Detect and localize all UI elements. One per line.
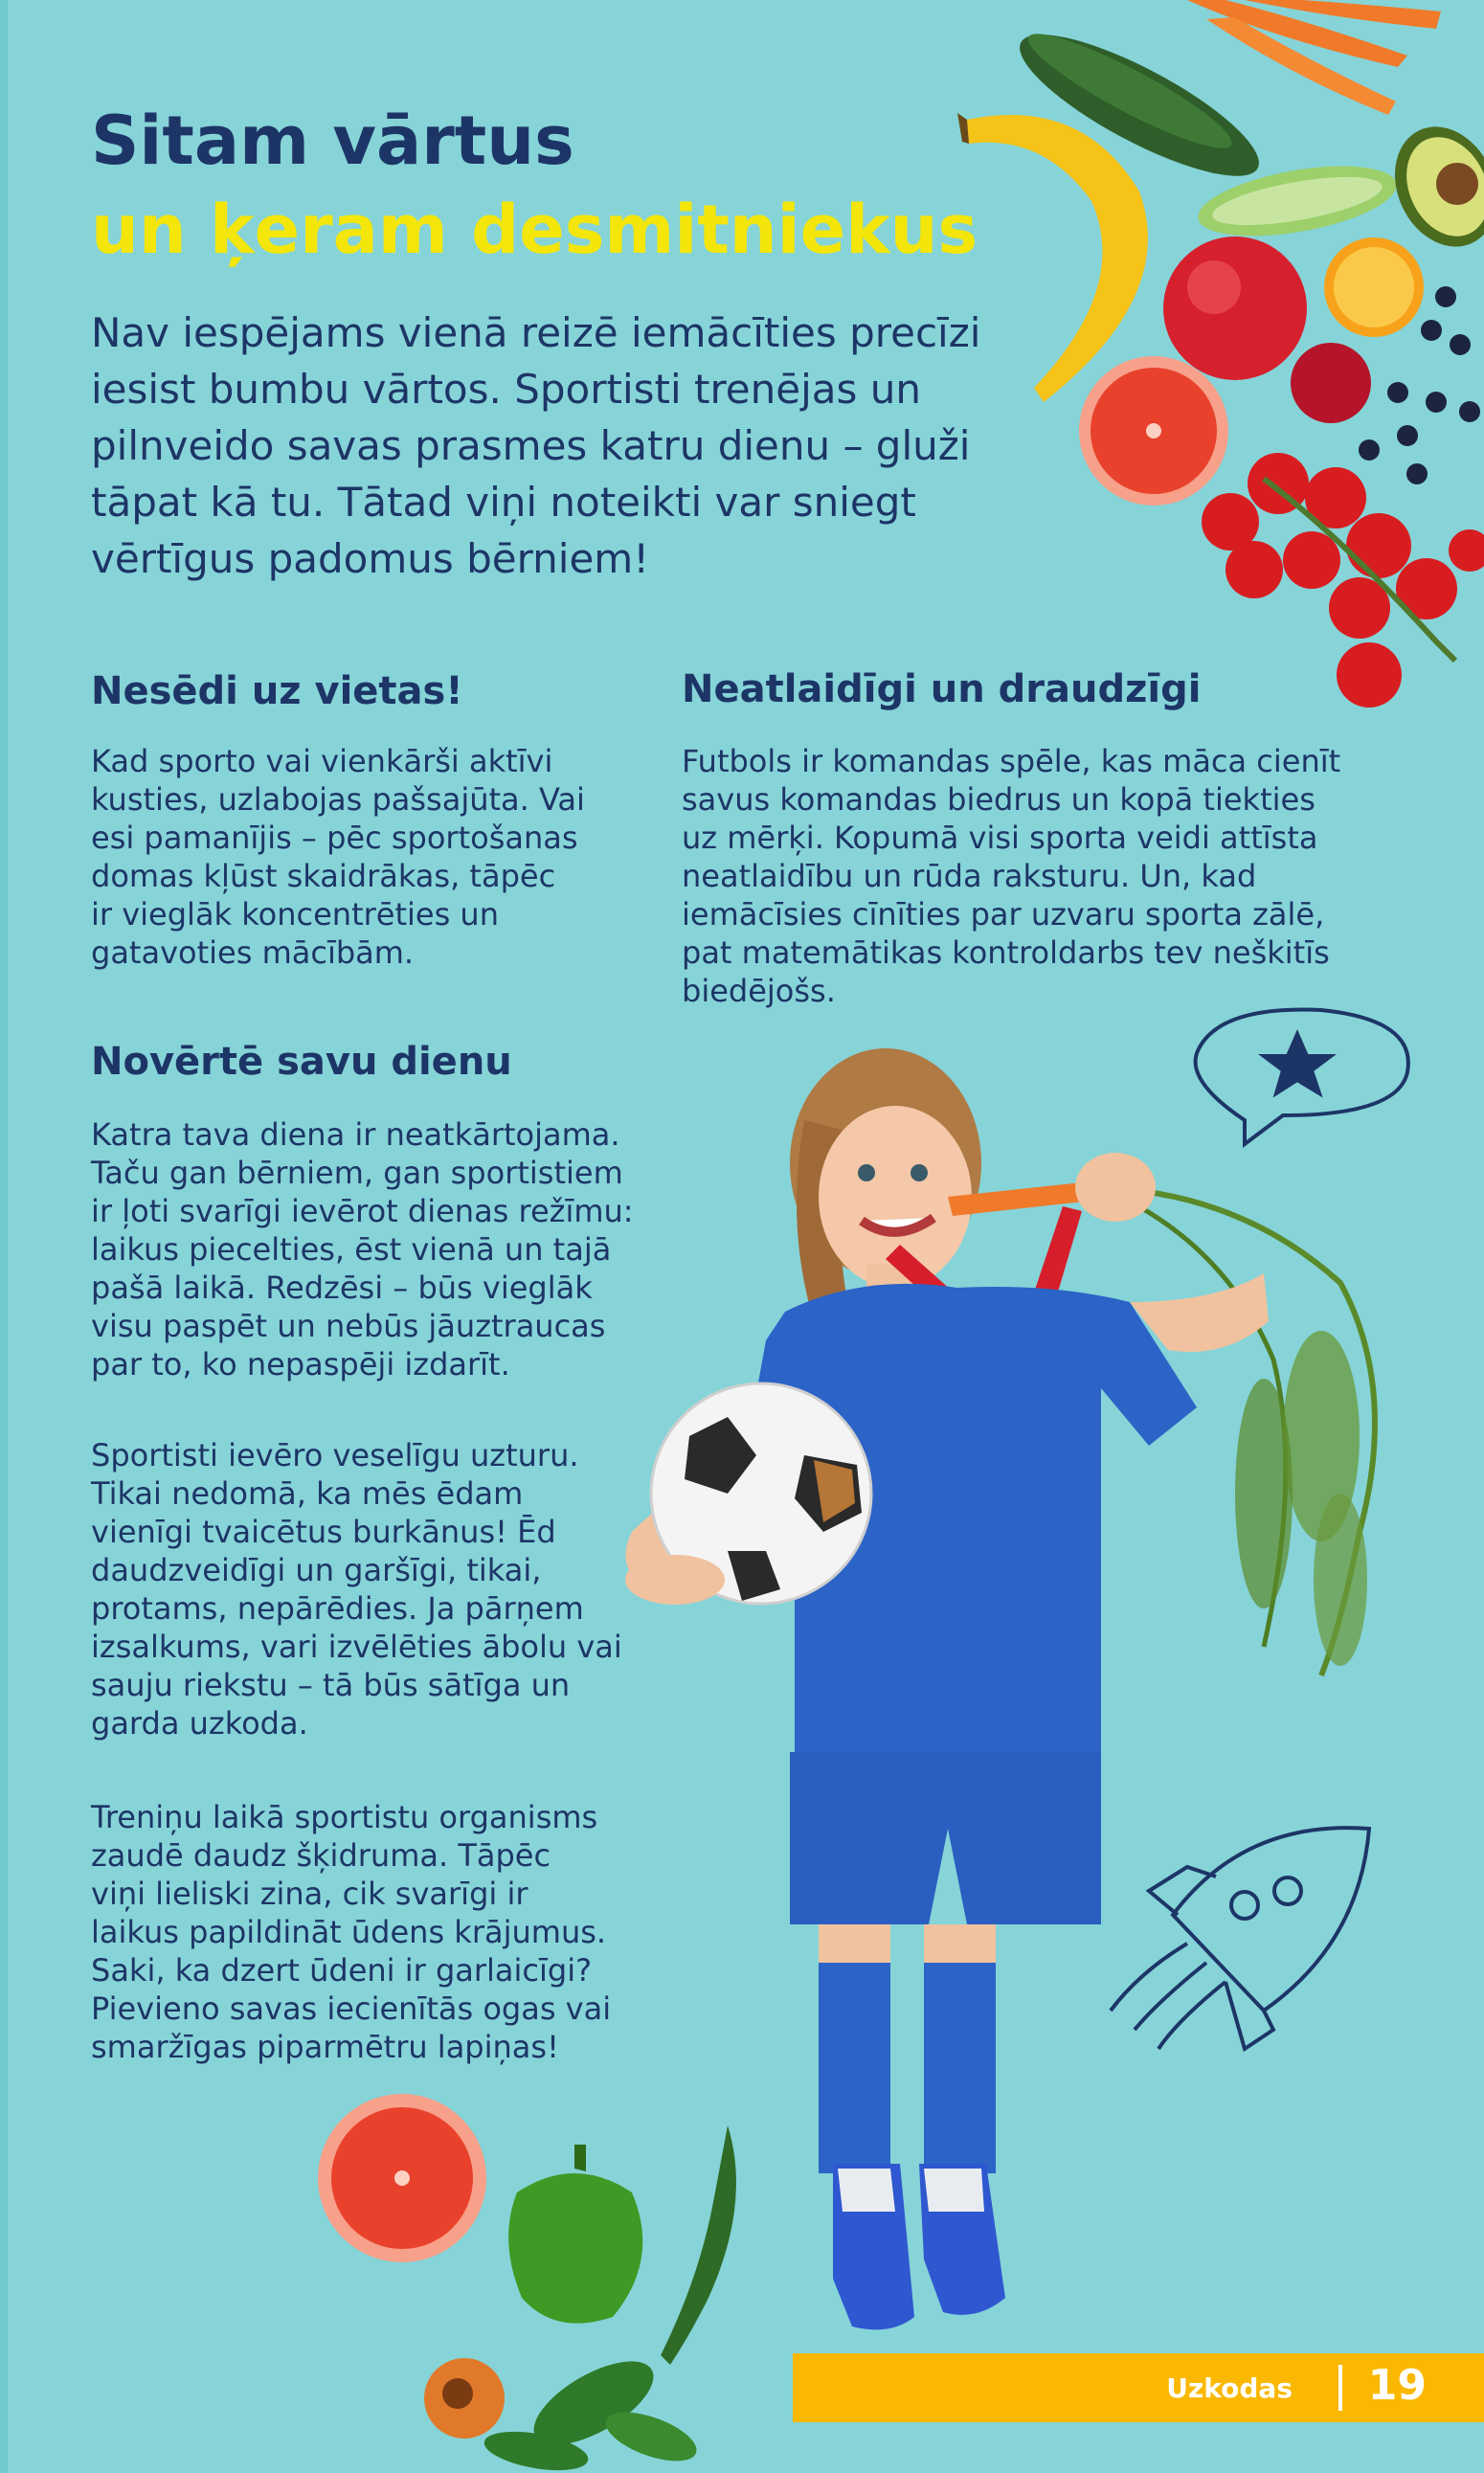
footer-section-label: Uzkodas (1166, 2372, 1293, 2404)
grapefruit-pepper-spinach-image (318, 2094, 736, 2473)
section-heading-nesedi: Nesēdi uz vietas! (91, 669, 463, 713)
section-body-neatlaidigi: Futbols ir komandas spēle, kas māca cienīt savus komandas biedrus un kopā tiekties uz mērķi. Kopumā visi sporta veidi attīsta neatlaidību un rūda raksturu. Un, kad iemācīsies cīnīties par uzvaru sporta zālē, pat matemātikas kontroldarbs tev neškitīs biedējošs. (682, 743, 1341, 1009)
section-body-noverte: Katra tava diena ir neatkārtojama. Taču gan bērniem, gan sportistiem ir ļoti svarīgi ievērot dienas režīmu: laikus piecelties, ēst vienā un tajā pašā laikā. Redzēsi – būs vieglāk visu paspēt un nebūs jāuztraucas par to, ko nepaspēji izdarīt. (91, 1116, 634, 1383)
footer-divider (1338, 2365, 1342, 2411)
section-heading-noverte: Novērtē savu dienu (91, 1040, 512, 1084)
girl-football-carrot-image (625, 1048, 1375, 2329)
paragraph-nutrition: Sportisti ievēro veselīgu uzturu. Tikai nedomā, ka mēs ēdam vienīgi tvaicētus burkānus! Ēd daudzveidīgi un garšīgi, tikai, protams, nepārēdies. Ja pārņem izsalkums, vari izvēlēties ābolu vai sauju riekstu – tā būs sātīga un garda uzkoda. (91, 1437, 622, 1742)
paragraph-hydration: Treniņu laikā sportistu organisms zaudē daudz šķidruma. Tāpēc viņi lieliski zina, cik svarīgi ir laikus papildināt ūdens krājumus. Saki, ka dzert ūdeni ir garlaicīgi? Pievieno savas iecienītās ogas vai smaržīgas piparmētru lapiņas! (91, 1799, 612, 2065)
speech-bubble-star-doodle (1196, 1010, 1408, 1144)
page-subtitle: un ķeram desmitniekus (91, 191, 978, 269)
section-heading-neatlaidigi: Neatlaidīgi un draudzīgi (682, 667, 1202, 711)
intro-paragraph: Nav iespējams vienā reizē iemācīties precīzi iesist bumbu vārtos. Sportisti trenējas un pilnveido savas prasmes katru dienu – gluži tāpat kā tu. Tātad viņi noteikti var sniegt vērtīgus padomus bērniem! (91, 309, 981, 582)
section-body-nesedi: Kad sporto vai vienkārši aktīvi kusties, uzlabojas pašsajūta. Vai esi pamanījis – pēc sportošanas domas kļūst skaidrākas, tāpēc ir vieglāk koncentrēties un gatavoties mācībām. (91, 743, 585, 971)
rocket-doodle (1111, 1828, 1369, 2049)
page-number: 19 (1367, 2361, 1427, 2410)
page-title: Sitam vārtus (91, 101, 574, 180)
footer-bar (793, 2353, 1484, 2422)
